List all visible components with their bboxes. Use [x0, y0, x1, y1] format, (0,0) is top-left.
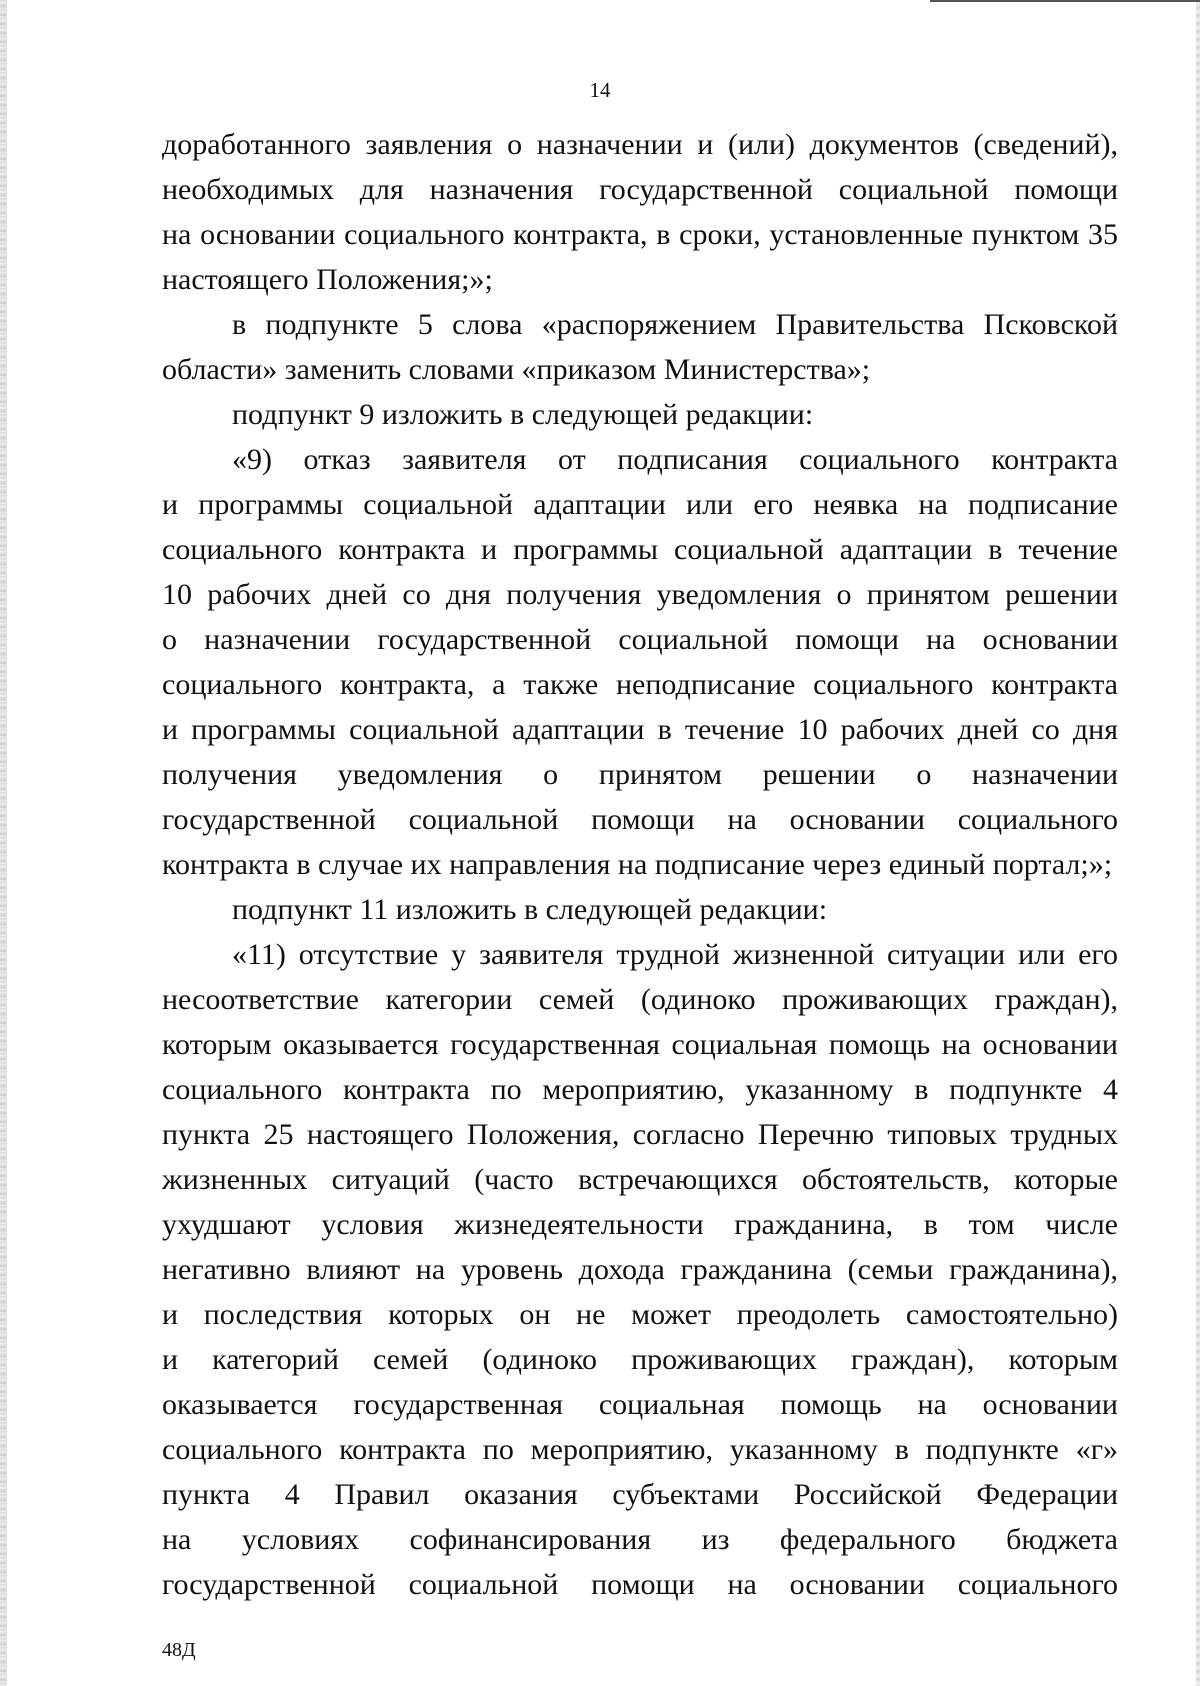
text-line: социального контракта по мероприятию, указанному в подпункте 4 — [162, 1073, 1118, 1106]
paragraph — [162, 302, 1118, 392]
text-line: настоящего Положения;»; — [162, 263, 493, 296]
paragraph — [162, 887, 1118, 932]
text-line: области» заменить словами «приказом Министерства»; — [162, 353, 871, 386]
document-code: 48Д — [162, 1639, 196, 1661]
text-line: негативно влияют на уровень дохода гражданина (семьи гражданина), — [162, 1253, 1118, 1286]
text-line: доработанного заявления о назначении и (или) документов (сведений), — [162, 128, 1118, 161]
text-line: государственной социальной помощи на основании социального — [162, 1568, 1118, 1601]
text-line: контракта в случае их направления на подписание через единый портал;»; — [162, 848, 1113, 881]
text-line: социального контракта, а также неподписание социального контракта — [162, 668, 1118, 701]
scan-edge-right — [1196, 0, 1200, 1686]
text-line: на основании социального контракта, в сроки, установленные пунктом 35 — [162, 218, 1118, 251]
text-line: и программы социальной адаптации или его неявка на подписание — [162, 488, 1118, 521]
text-line: социального контракта по мероприятию, указанному в подпункте «г» — [162, 1433, 1118, 1466]
text-line: пункта 4 Правил оказания субъектами Российской Федерации — [162, 1478, 1118, 1511]
text-line: пункта 25 настоящего Положения, согласно Перечню типовых трудных — [162, 1118, 1118, 1151]
text-line: и последствия которых он не может преодолеть самостоятельно) — [162, 1298, 1118, 1331]
text-line: 10 рабочих дней со дня получения уведомления о принятом решении — [162, 578, 1118, 611]
text-line: несоответствие категории семей (одиноко проживающих граждан), — [162, 983, 1118, 1016]
text-line: жизненных ситуаций (часто встречающихся обстоятельств, которые — [162, 1163, 1118, 1196]
page-number: 14 — [589, 78, 611, 102]
text-line: необходимых для назначения государственной социальной помощи — [162, 173, 1118, 206]
text-line: и категорий семей (одиноко проживающих граждан), которым — [162, 1343, 1118, 1376]
paragraph — [162, 392, 1118, 437]
text-line: на условиях софинансирования из федерального бюджета — [162, 1523, 1118, 1556]
text-line: о назначении государственной социальной помощи на основании — [162, 623, 1118, 656]
text-line: подпункт 9 изложить в следующей редакции: — [232, 398, 814, 431]
document-body — [162, 122, 1118, 1607]
text-line: в подпункте 5 слова «распоряжением Правительства Псковской — [232, 308, 1118, 341]
text-line: «11) отсутствие у заявителя трудной жизненной ситуации или его — [232, 938, 1118, 971]
text-line: ухудшают условия жизнедеятельности гражданина, в том числе — [162, 1208, 1118, 1241]
text-line: которым оказывается государственная социальная помощь на основании — [162, 1028, 1118, 1061]
paragraph — [162, 437, 1118, 887]
scan-edge-left — [0, 0, 7, 1686]
text-line: социального контракта и программы социальной адаптации в течение — [162, 533, 1118, 566]
paragraph — [162, 932, 1118, 1607]
text-line: «9) отказ заявителя от подписания социального контракта — [232, 443, 1118, 476]
text-line: подпункт 11 изложить в следующей редакции: — [232, 893, 828, 926]
text-line: оказывается государственная социальная помощь на основании — [162, 1388, 1118, 1421]
text-line: государственной социальной помощи на основании социального — [162, 803, 1118, 836]
paragraph — [162, 122, 1118, 302]
text-line: и программы социальной адаптации в течение 10 рабочих дней со дня — [162, 713, 1118, 746]
top-rule — [930, 0, 1200, 2]
text-line: получения уведомления о принятом решении о назначении — [162, 758, 1118, 791]
